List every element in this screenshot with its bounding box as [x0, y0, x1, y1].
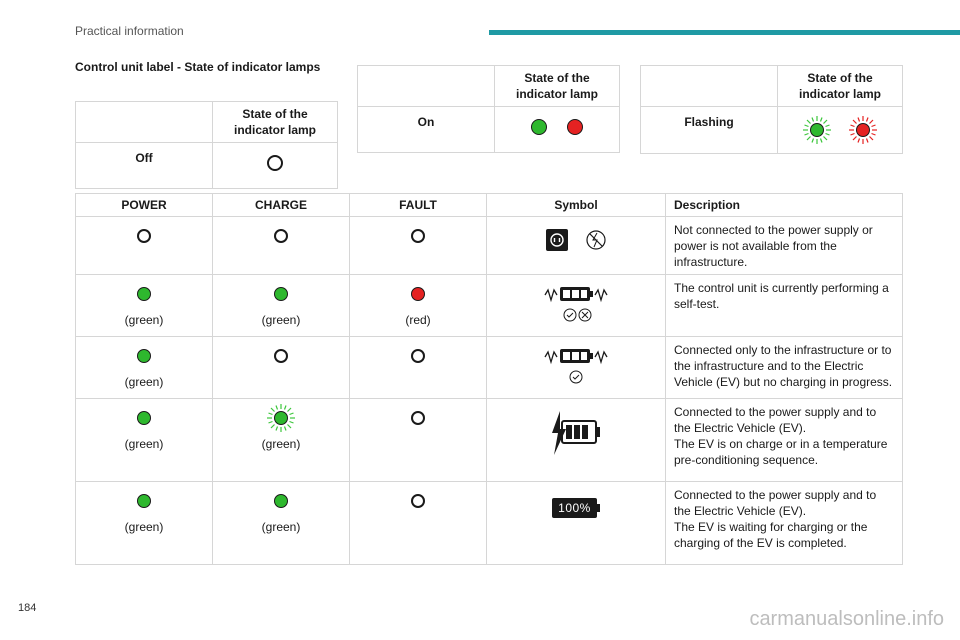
- battery-percent-label: 100%: [552, 498, 597, 518]
- header-title: Practical information: [75, 24, 184, 38]
- section-title: Control unit label - State of indicator lamps: [75, 60, 321, 74]
- power-lamp-off-icon: [137, 229, 151, 243]
- col-fault: FAULT: [350, 194, 487, 217]
- off-state-table: [75, 101, 338, 189]
- fault-lamp-off-icon: [411, 229, 425, 243]
- off-table-header: State of the indicator lamp: [213, 102, 338, 143]
- table-row: (green) (green) Connected to the power supply and to the Electric Vehicle (EV). The EV is on charge or in a temperature pre-conditioning sequence.: [76, 399, 903, 482]
- col-charge: CHARGE: [213, 194, 350, 217]
- fault-lamp-red-icon: [411, 287, 425, 301]
- power-lamp-green-icon: [137, 494, 151, 508]
- table-row: (green) (green) 100% Connected to the power supply and to the Electric Vehicle (EV). The EV is waiting for charging or the charging of the EV is completed.: [76, 482, 903, 565]
- watermark: carmanualsonline.info: [749, 608, 944, 630]
- row-2-description: Connected only to the infrastructure or to the infrastructure and to the Electric Vehicle (EV) but no charging in progress.: [666, 337, 903, 399]
- on-state-table: [357, 65, 620, 153]
- col-description: Description: [666, 194, 903, 217]
- charge-lamp-green-flashing-icon: [266, 403, 296, 433]
- red-flashing-lamp-icon: [848, 115, 878, 145]
- charge-lamp-off-icon: [274, 229, 288, 243]
- battery-full-icon: [552, 498, 600, 518]
- self-test-icon: [543, 285, 609, 325]
- row-3-description: Connected to the power supply and to the Electric Vehicle (EV). The EV is on charge or in a temperature pre-conditioning sequence.: [666, 399, 903, 482]
- page-number: 184: [18, 602, 37, 614]
- col-power: POWER: [76, 194, 213, 217]
- power-lamp-green-icon: [137, 411, 151, 425]
- power-lamp-green-icon: [137, 287, 151, 301]
- flashing-table-header: State of the indicator lamp: [778, 66, 903, 107]
- table-row: (green) (green) (red) The control unit is currently performing a self-test.: [76, 275, 903, 337]
- green-flashing-lamp-icon: [802, 115, 832, 145]
- plug-off-icon: [541, 227, 611, 253]
- on-label: On: [358, 107, 495, 153]
- row-1-description: The control unit is currently performing a self-test.: [666, 275, 903, 337]
- fault-lamp-off-icon: [411, 349, 425, 363]
- charging-battery-icon: [546, 409, 606, 457]
- charge-lamp-off-icon: [274, 349, 288, 363]
- table-row: [76, 217, 903, 275]
- on-table-header: State of the indicator lamp: [495, 66, 620, 107]
- flashing-state-table: [640, 65, 903, 154]
- indicator-states-table: [75, 193, 903, 565]
- col-symbol: Symbol: [487, 194, 666, 217]
- fault-lamp-off-icon: [411, 411, 425, 425]
- power-lamp-green-icon: [137, 349, 151, 363]
- charge-lamp-green-icon: [274, 494, 288, 508]
- table-row: (green) Connected only to the infrastructure or to the infrastructure and to the Electric Vehicle (EV) but no charging in progress.: [76, 337, 903, 399]
- row-0-description: Not connected to the power supply or power is not available from the infrastructure.: [666, 217, 903, 275]
- header-accent-bar: [489, 30, 960, 35]
- charge-lamp-green-icon: [274, 287, 288, 301]
- green-lamp-icon: [531, 119, 547, 135]
- flashing-label: Flashing: [641, 107, 778, 154]
- row-4-description: Connected to the power supply and to the Electric Vehicle (EV). The EV is waiting for charging or the charging of the EV is completed.: [666, 482, 903, 565]
- red-lamp-icon: [567, 119, 583, 135]
- fault-lamp-off-icon: [411, 494, 425, 508]
- lamp-off-icon: [267, 155, 283, 171]
- connected-icon: [543, 347, 609, 387]
- off-label: Off: [76, 143, 213, 189]
